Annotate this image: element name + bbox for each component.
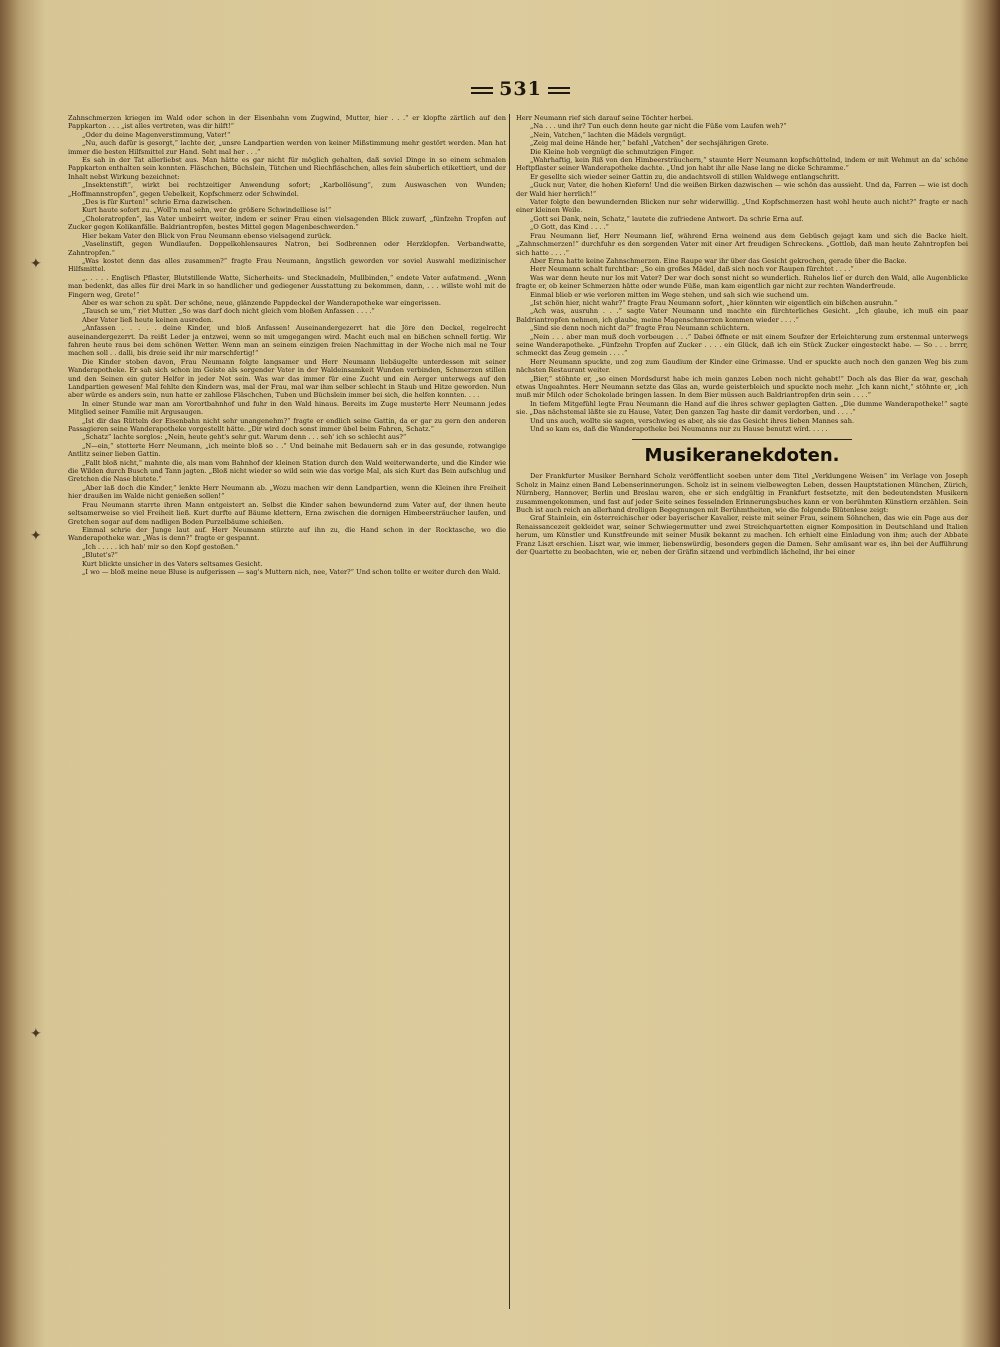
paragraph: „Nu, auch dafür is gesorgt,“ lachte der, „unsre Landpartien werden von keiner Mißstimmung mehr gestört werden. Man hat immer die besten Hilfsmittel zur Hand. Seht mal her . . .“ bbox=[68, 139, 506, 156]
paragraph: „Zeig mal deine Hände her,“ befahl „Vatchen“ der sechsjährigen Grete. bbox=[530, 139, 769, 148]
paragraph: Die Kinder stoben davon, Frau Neumann folgte langsamer und Herr Neumann liebäugelte unterdessen mit seiner Wanderapotheke. Er sah sich schon im Geiste als sorgender Vater in der Waldeinsamkeit Wunden verbinden, Schmerzen stillen und den Seinen ein guter Helfer in jeder Not sein. Was war das immer für eine Zucht und ein Aerger unterwegs auf den Landpartien gewesen! Mal fehlte den Kindern was, mal der Frau, mal war ihm selber schlecht in Staub und Hitze geworden. Nun aber würde es anders sein, nun hatte er zahllose Fläschchen, Tuben und Büchslein immer bei sich, die helfen konnten. . . . bbox=[68, 357, 506, 400]
paragraph: „Na . . . und ihr? Tun euch denn heute gar nicht die Füße vom Laufen weh?“ bbox=[530, 122, 787, 131]
paragraph: „Was kostet denn das alles zusammen?“ fragte Frau Neumann, ängstlich geworden vor soviel Auswahl medizinischer Hilfsmittel. bbox=[68, 256, 506, 274]
paragraph: Graf Stainlein, ein österreichischer oder bayerischer Kavalier, reiste mit seiner Frau, seinem Söhnchen, das wie ein Page aus der Renaissancezeit gekleidet war, seiner Schwiegermutter und zwei Streichquartetten eigner Komposition in Deutschland und Italien herum, um Künstler und Kunstfreunde mit seiner Musik bekannt zu machen. Ich erhielt eine Einladung von ihm; auch der Abbate Franz Liszt erschien. Liszt war, wie immer, liebenswürdig, besonders gegen die Damen. Sehr amüsant war es, ihn bei der Aufführung der Quartette zu beobachten, wie er, neben der Gräfin sitzend und verbindlich lächelnd, ihr bei einer bbox=[516, 514, 968, 557]
paragraph: In einer Stunde war man am Vorortbahnhof und fuhr in den Wald hinaus. Bereits im Zuge musterte Herr Neumann jedes Mitglied seiner Familie mit Argusaugen. bbox=[68, 399, 506, 417]
paragraph: Und uns auch, wollte sie sagen, verschwieg es aber, als sie das Gesicht ihres lieben Mannes sah. bbox=[530, 416, 855, 425]
paragraph: „. . . . . Englisch Pflaster, Blutstillende Watte, Sicherheits- und Stecknadeln, Mullbinden,“ endete Vater aufatmend. „Wenn man bedenkt, das alles für drei Mark in so handlicher und gediegener Ausstattung zu bekommen, dann, . . . willste wohl mit de Fingern weg, Grete!“ bbox=[68, 273, 506, 299]
page-number: 531 bbox=[68, 78, 973, 100]
paragraph: „N—ein,“ stotterte Herr Neumann, „ich meinte bloß so . .“ Und beinahe mit Bedauern sah er in das gesunde, rotwangige Antlitz seiner lieben Gattin. bbox=[68, 441, 506, 459]
paragraph: Frau Neumann starrte ihren Mann entgeistert an. Selbst die Kinder sahen bewundernd zum Vater auf, der ihnen heute seltsamerweise so viel Freiheit ließ. Kurt durfte auf Bäume klettern, Erna zwischen die dornigen Himbeersträucher laufen, und Gretchen sogar auf dem nadligen Boden Purzelbäume schießen. bbox=[68, 500, 506, 526]
paragraph: „Ist schön hier, nicht wahr?“ fragte Frau Neumann sofort, „hier könnten wir eigentlich ein bißchen ausruhn.“ bbox=[530, 298, 898, 307]
binding-mark-icon: ✦ bbox=[30, 1026, 42, 1042]
paragraph: Kurt haute sofort zu. „Woll'n mal sehn, wer de größere Schwindelliese is!“ bbox=[82, 206, 332, 215]
paragraph: „Gott sei Dank, nein, Schatz,“ lautete die zufriedene Antwort. Da schrie Erna auf. bbox=[530, 214, 804, 223]
paragraph: „Wahrhaftig, kein Riß von den Himbeersträuchern,“ staunte Herr Neumann kopfschüttelnd, indem er mit Wehmut an da' schöne Heftpflaster seiner Wanderapotheke dachte. „Und jon habt ihr alle Nase lang ne dicke Schramme.“ bbox=[516, 156, 968, 173]
paragraph: „Bier,“ stöhnte er, „so einen Mordsdurst habe ich mein ganzes Leben noch nicht gehabt!“ Doch als das Bier da war, geschah etwas Ungeahntes. Herr Neumann setzte das Glas an, wurde geisterbleich und spuckte noch mehr. „Ich kann nicht,“ stöhnte er, „ich muß mir Milch oder Schokolade bringen lassen. In dem Bier müssen auch Baldriantropfen drin sein . . . .“ bbox=[516, 374, 968, 400]
paragraph: „Tausch se um,“ riet Mutter. „So was darf doch nicht gleich vom bloßen Anfassen . . . .“ bbox=[82, 307, 375, 316]
paragraph: Aber Vater ließ heute keinen ausreden. bbox=[82, 315, 214, 324]
paragraph: „Ich . . . . . ich hab' mir so den Kopf gestoßen.“ bbox=[82, 542, 239, 551]
paragraph: „Des is für Kurten!“ schrie Erna dazwischen. bbox=[82, 198, 233, 207]
paragraph: Herr Neumann rief sich darauf seine Töchter herbei. bbox=[516, 114, 694, 122]
paragraph: „Insektenstift“, wirkt bei rechtzeitiger Anwendung sofort; „Karbollösung“, zum Auswaschen von Wunden; „Hoffmannstropfen“, gegen Uebelkeit, Kopfschmerz oder Schwindel. bbox=[68, 181, 506, 198]
paragraph: „I wo — bloß meine neue Bluse is aufgerissen — sag's Muttern nich, nee, Vater?“ Und schon tollte er weiter durch den Wald. bbox=[82, 567, 501, 576]
paragraph: „Nein . . . aber man muß doch vorbeugen . . .“ Dabei öffnete er mit einem Seufzer der Erleichterung zum erstenmal unterwegs seine Wanderapotheke. „Fünfzehn Tropfen auf Zucker . . . . ein Glück, daß ich ein Stück Zucker eingesteckt habe. — So . . . brrrr, schmeckt das Zeug gemein . . . .“ bbox=[516, 332, 968, 358]
paragraph: Einmal schrie der Junge laut auf. Herr Neumann stürzte auf ihn zu, die Hand schon in der Rocktasche, wo die Wanderapotheke war. „Was is denn?“ fragte er gespannt. bbox=[68, 525, 506, 543]
paragraph: „Fallt bloß nicht,“ mahnte die, als man vom Bahnhof der kleinen Station durch den Wald weiterwanderte, und die Kinder wie die Wilden durch Busch und Tann jagten. „Bloß nicht wieder so wild sein wie das vorige Mal, als sich Kurt das Bein aufschlug und Gretchen die Nase blutete.“ bbox=[68, 458, 506, 484]
paragraph: Herr Neumann schalt furchtbar: „So ein großes Mädel, daß sich noch vor Raupen fürchtet . . . .“ bbox=[530, 265, 854, 274]
paragraph: Aber Erna hatte keine Zahnschmerzen. Eine Raupe war ihr über das Gesicht gekrochen, gerade über die Backe. bbox=[530, 256, 907, 265]
paragraph: Herr Neumann spuckte, und zog zum Gaudium der Kinder eine Grimasse. Und er spuckte auch noch den ganzen Weg bis zum nächsten Restaurant weiter. bbox=[516, 357, 968, 375]
paragraph: Kurt blickte unsicher in des Vaters seltsames Gesicht. bbox=[82, 559, 263, 568]
paragraph: Was war denn heute nur los mit Vater? Der war doch sonst nicht so wunderlich. Ruhelos lief er durch den Wald, alle Augenblicke fragte er, ob keiner Schmerzen hätte oder wunde Füße, man kam eigentlich gar nicht zur rechten Wanderfreude. bbox=[516, 273, 968, 291]
left-text-column bbox=[68, 114, 506, 1324]
binding-mark-icon: ✦ bbox=[30, 528, 42, 544]
section-title: Musikeranekdoten. bbox=[644, 445, 840, 467]
paragraph: Und so kam es, daß die Wanderapotheke bei Neumanns nur zu Hause benutzt wird. . . . . bbox=[530, 425, 828, 434]
paragraph: „Schatz“ lachte sorglos: „Nein, heute geht's sehr gut. Warum denn . . . seh' ich so schlecht aus?“ bbox=[82, 433, 407, 442]
paragraph: Es sah in der Tat allerliebst aus. Man hätte es gar nicht für möglich gehalten, daß soviel Dinge in so einem schmalen Pappkarton enthalten sein konnten. Fläschchen, Büchslein, Tütchen und Riechfläschchen, alles fein säuberlich etikettiert, und der Inhalt nebst Wirkung bezeichnet: bbox=[68, 156, 506, 181]
column-divider bbox=[509, 114, 510, 1309]
paragraph: „Vaselinstift, gegen Wundlaufen. Doppelkohlensaures Natron, bei Sodbrennen oder Herzklopfen. Verbandwatte, Zahntropfen.“ bbox=[68, 240, 506, 257]
right-text-column bbox=[516, 114, 968, 1324]
paragraph: Er gesellte sich wieder seiner Gattin zu, die andachtsvoll di stillen Waldwege entlangschritt. bbox=[530, 172, 840, 181]
page-content bbox=[68, 70, 973, 1330]
paragraph: „Ist dir das Rütteln der Eisenbahn nicht sehr unangenehm?“ fragte er endlich seine Gattin, da er gar zu gern den anderen Passagieren seine Wanderapotheke vorgestellt hätte. „Dir wird doch sonst immer übel beim Fahren, Schatz.“ bbox=[68, 416, 506, 434]
section-divider bbox=[632, 439, 852, 440]
paragraph: Aber es war schon zu spät. Der schöne, neue, glänzende Pappdeckel der Wanderapotheke war eingerissen. bbox=[82, 298, 441, 307]
story-continuation bbox=[516, 114, 968, 433]
paragraph: „Aber laß doch die Kinder,“ lenkte Herr Neumann ab. „Wozu machen wir denn Landpartien, wenn die Kleinen ihre Freiheit hier draußen im Walde nicht genießen sollen!“ bbox=[68, 483, 506, 501]
paragraph: „Blutet's?“ bbox=[82, 551, 118, 560]
paragraph: „Anfassen . . . . . deine Kinder, und bloß Anfassen! Auseinandergezerrt hat die Jöre den Deckel, regelrecht auseinandergezerrt. Da reißt Leder ja entzwei, wenn so mit umgegangen wird. Macht euch mal en bißchen schnell fertig. Wir fahren heute raus bei dem schönen Wetter. Wenn man an seinem einzigen freien Nachmittag in der Woche nich mal ne Tour machen soll . . dalli, bis dreie seid ihr mir marschfertig!“ bbox=[68, 324, 506, 358]
binding-mark-icon: ✦ bbox=[30, 256, 42, 272]
paragraph: Hier bekam Vater den Blick von Frau Neumann ebenso vielsagend zurück. bbox=[82, 231, 332, 240]
paragraph: „Oder du deine Magenverstimmung, Vater!“ bbox=[82, 130, 231, 139]
paragraph: „Choleratropfen“, las Vater unbeirrt weiter, indem er seiner Frau einen vielsagenden Blick zuwarf, „fünfzehn Tropfen auf Zucker gegen Kolikanfälle. Baldriantropfen, bestes Mittel gegen Magenbeschwerden.“ bbox=[68, 214, 506, 232]
paragraph: „Nein, Vatchen,“ lachten die Mädels vergnügt. bbox=[530, 130, 687, 139]
paragraph: „Sind sie denn noch nicht da?“ fragte Frau Neumann schüchtern. bbox=[530, 324, 750, 333]
paragraph: Frau Neumann lief, Herr Neumann lief, während Erna weinend aus dem Gebüsch gejagt kam und sich die Backe hielt. „Zahnschmerzen!“ durchfuhr es den sorgenden Vater mit einer Art freudigen Schreckens. „Gottlob, daß man heute Zahntropfen bei sich hatte . . . .“ bbox=[516, 231, 968, 257]
paragraph: „Ach was, ausruhn . . .“ sagte Vater Neumann und machte ein fürchterliches Gesicht. „Ich glaube, ich muß ein paar Baldriantropfen nehmen, ich glaube, meine Magenschmerzen kommen wieder . . . .“ bbox=[516, 307, 968, 324]
paragraph: Der Frankfurter Musiker Bernhard Scholz veröffentlicht soeben unter dem Titel „Verklungene Weisen“ im Verlage von Joseph Scholz in Mainz einen Band Lebenserinnerungen. Scholz ist in seinem vielbewegten Leben, dessen Hauptstationen München, Zürich, Nürnberg, Hannover, Berlin und Breslau waren, ehe er sich endgültig in Frankfurt festsetzte, mit den bedeutendsten Musikern zusammengekommen, und fast auf jeder Seite seines fesselnden Erinnerungsbuches kann er von berühmten Künstlern erzählen. Sein Buch ist auch reich an allerhand drolligen Begegnungen mit Berühmtheiten, wie die folgende Blütenlese zeigt: bbox=[516, 472, 968, 515]
paragraph: „Guck nur, Vater, die hohen Kiefern! Und die weißen Birken dazwischen — wie schön das aussieht. Und da, Farren — wie ist doch der Wald hier herrlich!“ bbox=[516, 181, 968, 198]
paragraph: „O Gott, das Kind . . . .“ bbox=[530, 223, 609, 232]
paragraph: Einmal blieb er wie verloren mitten im Wege stehen, und sah sich wie suchend um. bbox=[530, 290, 809, 299]
paragraph: Die Kleine hob vergnügt die schmutzigen Finger. bbox=[530, 147, 695, 156]
paragraph: In tiefem Mitgefühl legte Frau Neumann die Hand auf die ihres schwer geplagten Gatten. „Die dumme Wanderapotheke!“ sagte sie. „Das nächstemal läßte sie zu Hause, Vater, Den ganzen Tag haste dir damit verdorben, und . . . .“ bbox=[516, 399, 968, 417]
section-body bbox=[516, 472, 968, 556]
paragraph: Zahnschmerzen kriegen im Wald oder schon in der Eisenbahn vom Zugwind, Mutter, hier . . .“ er klopfte zärtlich auf den Pappkarton . . . „ist alles vertreten, was dir hilft!“ bbox=[68, 114, 506, 131]
paragraph: Vater folgte den bewundernden Blicken nur sehr widerwillig. „Und Kopfschmerzen hast wohl heute auch nicht?“ fragte er nach einer kleinen Weile. bbox=[516, 198, 968, 215]
